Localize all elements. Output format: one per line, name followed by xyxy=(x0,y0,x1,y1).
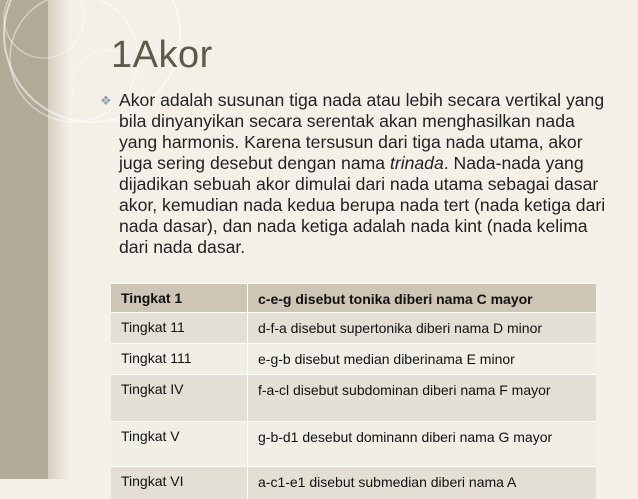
bullet-text-italic: trinada xyxy=(389,153,444,173)
table-cell-desc: f-a-cl disebut subdominan diberi nama F mayor xyxy=(247,375,596,421)
table-row xyxy=(111,343,596,374)
bullet-text-part-2: . Nada-nada yang dijadikan sebuah akor dimulai dari nada utama sebagai dasar akor, kemudian nada kedua berupa nada tert (nada ketiga dari nada dasar), dan nada ketiga adalah nada kint (nada kelima dari nada dasar. xyxy=(119,153,606,257)
bullet-icon: ❖ xyxy=(100,93,112,108)
slide-title: 1Akor xyxy=(111,34,213,76)
table-row xyxy=(111,283,596,312)
table-row xyxy=(111,312,596,343)
table-row xyxy=(111,466,596,499)
table-cell-level: Tingkat 111 xyxy=(121,350,192,366)
table-row xyxy=(111,421,596,466)
table-cell-desc: g-b-d1 desebut dominann diberi nama G mayor xyxy=(247,422,596,466)
bullet-text-part-1: Akor adalah susunan tiga nada atau lebih secara vertikal yang bila dinyanyikan secara serentak akan menghasilkan nada yang harmonis. Karena tersusun dari tiga nada utama, akor juga sering desebut dengan nama xyxy=(119,90,605,173)
table-cell-level: Tingkat VI xyxy=(121,473,184,489)
table-cell-desc: d-f-a disebut supertonika diberi nama D minor xyxy=(247,313,596,343)
swirl-circle-3 xyxy=(4,0,84,58)
table-cell-level: Tingkat V xyxy=(121,428,180,444)
bullet-paragraph xyxy=(119,90,609,258)
table-cell-desc: c-e-g disebut tonika diberi nama C mayor xyxy=(247,284,596,312)
table-cell-desc: a-c1-e1 disebut submedian diberi nama A xyxy=(247,467,596,499)
table-cell-level: Tingkat 1 xyxy=(121,290,183,306)
table-row xyxy=(111,374,596,421)
table-cell-desc: e-g-b disebut median diberinama E minor xyxy=(247,344,596,374)
chord-table xyxy=(111,283,596,490)
table-cell-level: Tingkat IV xyxy=(121,381,184,397)
table-cell-level: Tingkat 11 xyxy=(121,319,185,335)
